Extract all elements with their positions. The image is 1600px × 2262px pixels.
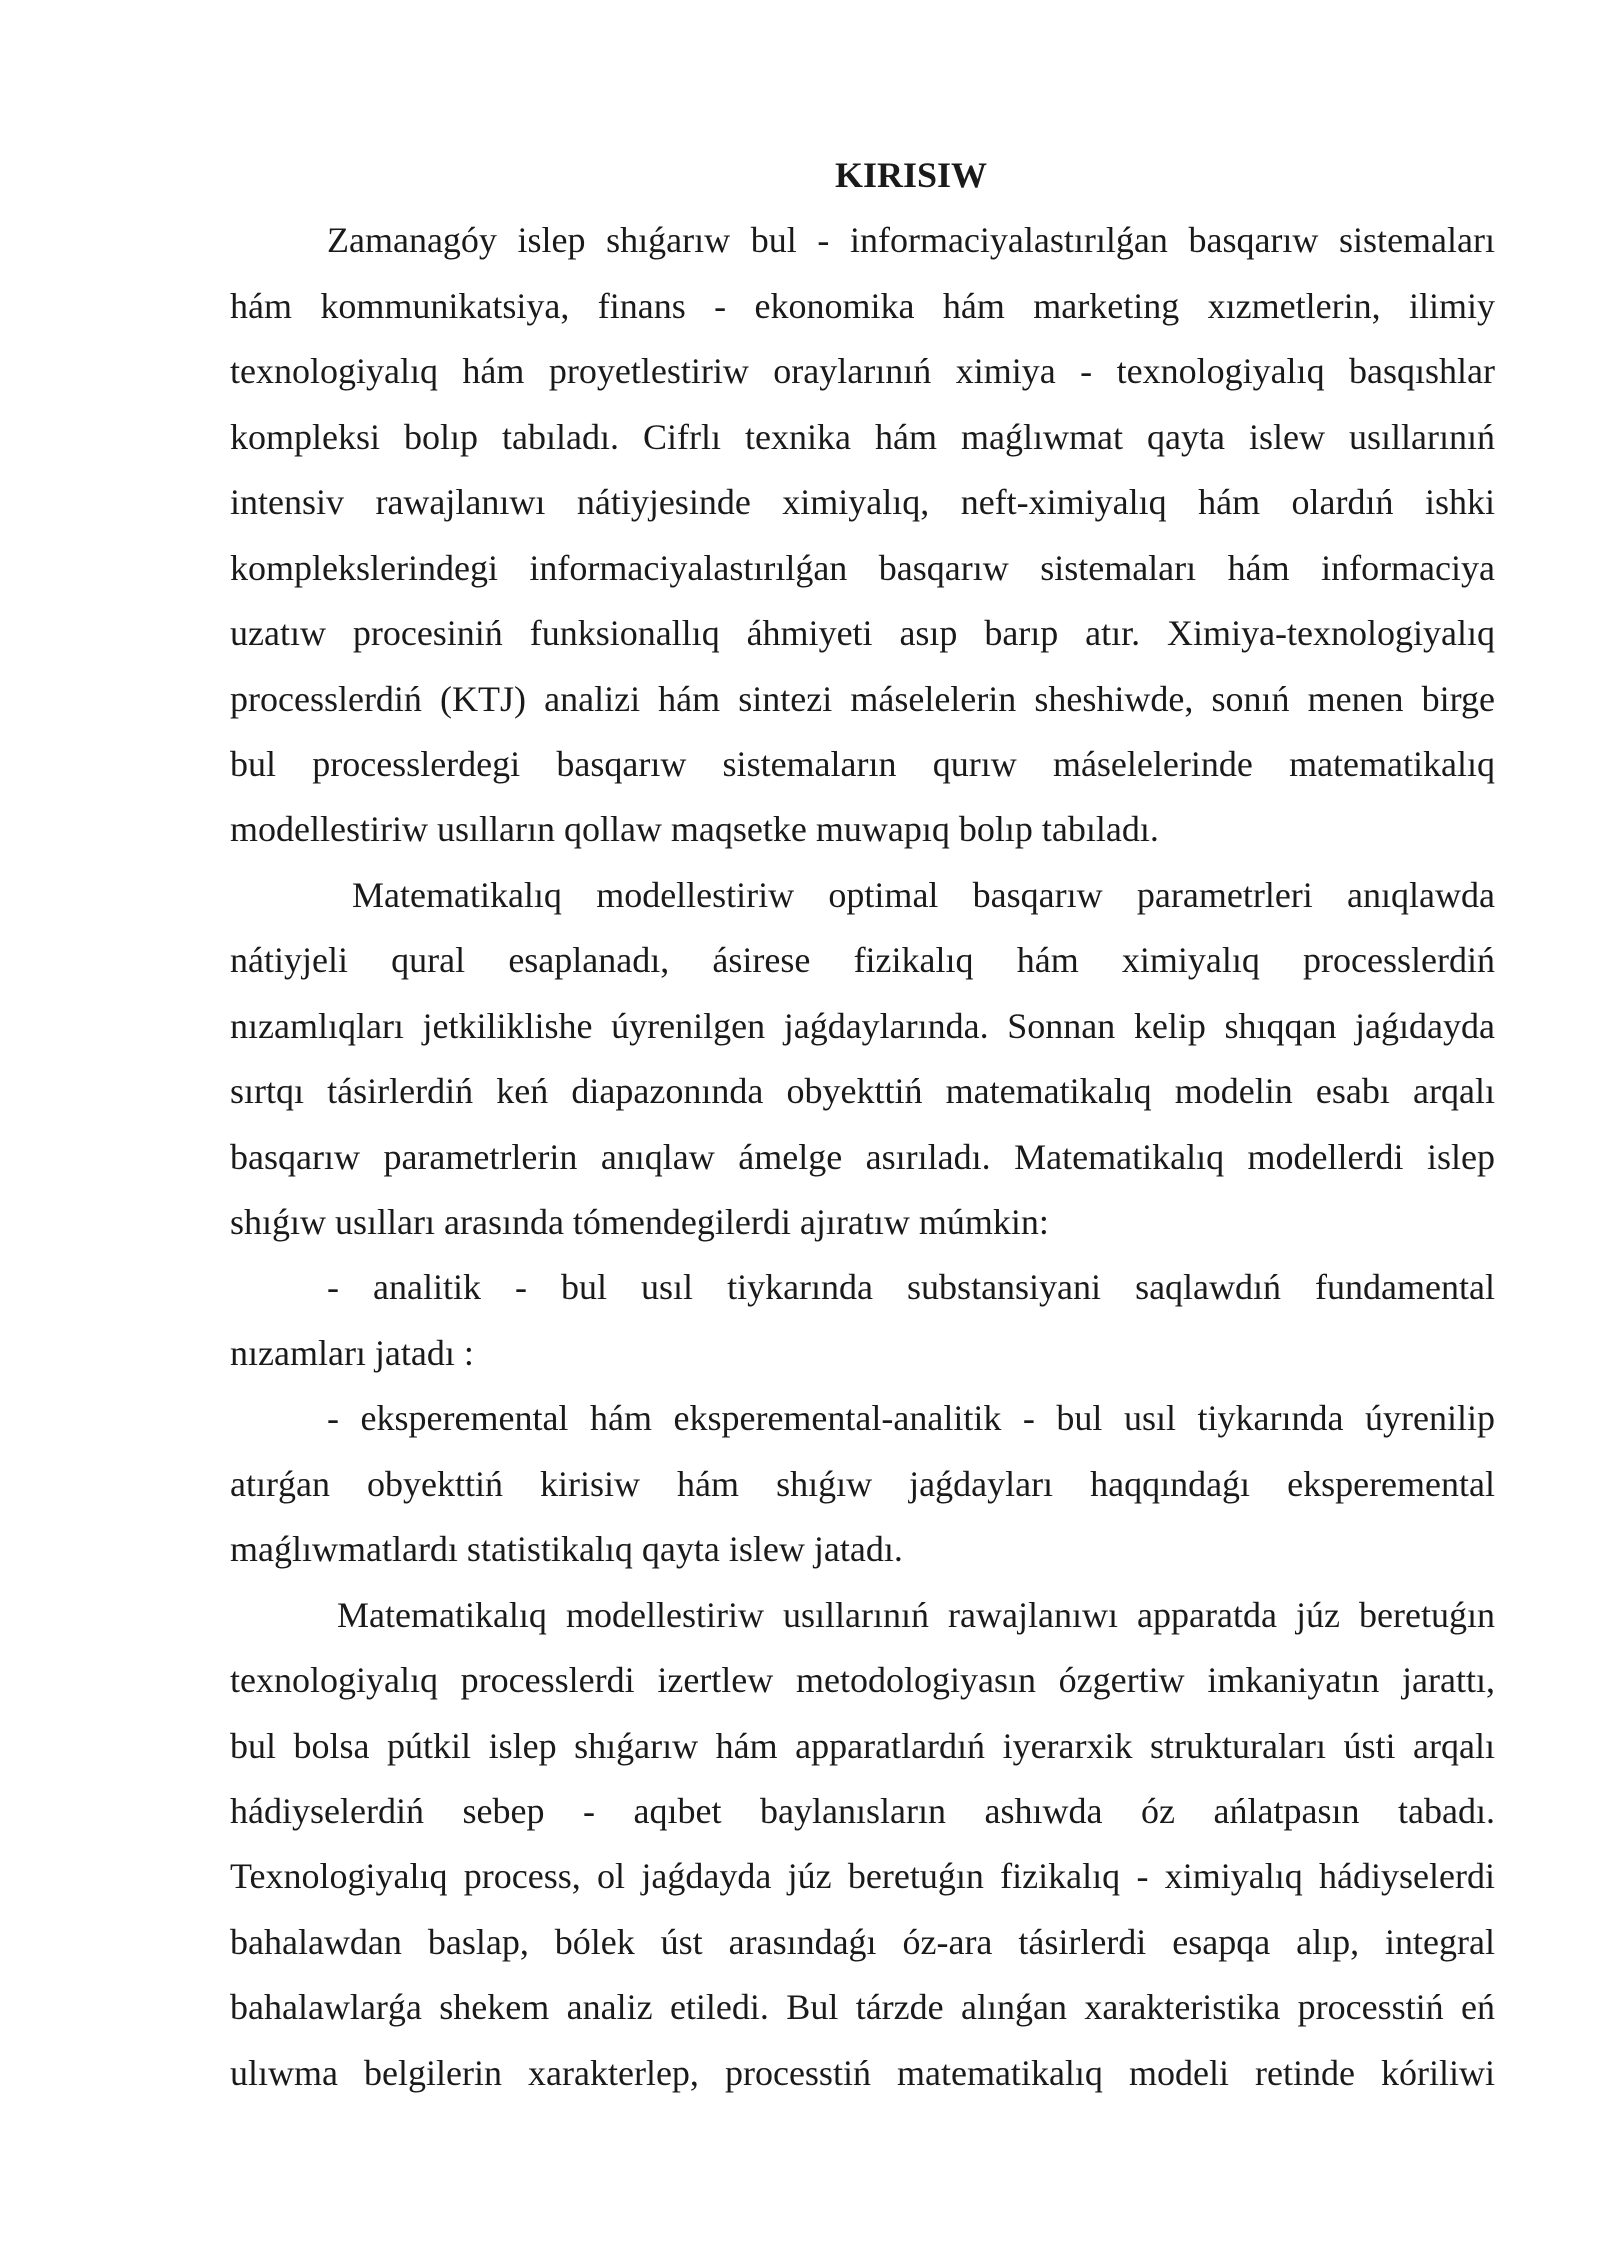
text-line: bul bolsa pútkil islep shıǵarıw hám apparatlardıń iyerarxik strukturaları ústi arqalı	[230, 1725, 1495, 1766]
text-line: Matematikalıq modellestiriw optimal basqarıw parametrleri anıqlawda	[352, 874, 1495, 915]
list-item-experimental	[230, 1386, 1495, 1582]
text-line: komplekslerindegi informaciyalastırılǵan basqarıw sistemaları hám informaciya	[230, 547, 1495, 588]
text-line: nızamlıqları jetkiliklishe úyrenilgen jaǵdaylarında. Sonnan kelip shıqqan jaǵıdayda	[230, 1005, 1495, 1046]
text-line: shıǵıw usılları arasında tómendegilerdi ajıratıw múmkin:	[230, 1202, 1049, 1242]
text-line: nátiyjeli qural esaplanadı, ásirese fizikalıq hám ximiyalıq processlerdiń	[230, 940, 1495, 981]
list-item-analytic	[230, 1255, 1495, 1386]
text-line: basqarıw parametrlerin anıqlaw ámelge asırıladı. Matematikalıq modellerdi islep	[230, 1136, 1495, 1177]
text-line: - analitik - bul usıl tiykarında substansiyani saqlawdıń fundamental	[327, 1267, 1495, 1308]
text-line: ulıwma belgilerin xarakterlep, processtiń matematikalıq modeli retinde kóriliwi	[230, 2052, 1495, 2093]
text-line: atırǵan obyekttiń kirisiw hám shıǵıw jaǵdayları haqqındaǵı eksperemental	[230, 1463, 1495, 1504]
text-line: - eksperemental hám eksperemental-analitik - bul usıl tiykarında úyrenilip	[327, 1398, 1495, 1439]
text-line: intensiv rawajlanıwı nátiyjesinde ximiyalıq, neft-ximiyalıq hám olardıń ishki	[230, 482, 1495, 523]
text-line: modellestiriw usılların qollaw maqsetke muwapıq bolıp tabıladı.	[230, 809, 1159, 850]
text-line: bul processlerdegi basqarıw sistemaların qurıw máselelerinde matematikalıq	[230, 743, 1495, 784]
paragraph-1	[230, 208, 1495, 862]
paragraph-3	[230, 1583, 1495, 2107]
text-line: uzatıw procesiniń funksionallıq áhmiyeti asıp barıp atır. Ximiya-texnologiyalıq	[230, 613, 1495, 654]
text-line: texnologiyalıq hám proyetlestiriw oraylarınıń ximiya - texnologiyalıq basqıshlar	[230, 351, 1495, 392]
text-line: sırtqı tásirlerdiń keń diapazonında obyekttiń matematikalıq modelin esabı arqalı	[230, 1071, 1495, 1112]
text-line: Matematikalıq modellestiriw usıllarınıń rawajlanıwı apparatda júz beretuǵın	[337, 1594, 1495, 1635]
text-line: Texnologiyalıq process, ol jaǵdayda júz beretuǵın fizikalıq - ximiyalıq hádiyselerdi	[230, 1856, 1495, 1897]
text-line: maǵlıwmatlardı statistikalıq qayta islew jatadı.	[230, 1529, 903, 1570]
page-title: KIRISIW	[834, 155, 988, 195]
text-line: hám kommunikatsiya, finans - ekonomika hám marketing xızmetlerin, ilimiy	[230, 285, 1495, 326]
text-line: hádiyselerdiń sebep - aqıbet baylanısların ashıwda óz ańlatpasın tabadı.	[230, 1790, 1495, 1831]
text-line: Zamanagóy islep shıǵarıw bul - informaciyalastırılǵan basqarıw sistemaları	[327, 220, 1495, 261]
text-line: texnologiyalıq processlerdi izertlew metodologiyasın ózgertiw imkaniyatın jarattı,	[230, 1660, 1495, 1701]
text-line: nızamları jatadı :	[230, 1332, 474, 1373]
document-body	[230, 143, 1495, 2106]
text-line: bahalawlarǵa shekem analiz etiledi. Bul tárzde alınǵan xarakteristika processtiń eń	[230, 1987, 1495, 2028]
text-line: bahalawdan baslap, bólek úst arasındaǵı óz-ara tásirlerdi esapqa alıp, integral	[230, 1921, 1495, 1962]
text-line: kompleksi bolıp tabıladı. Cifrlı texnika hám maǵlıwmat qayta islew usıllarınıń	[230, 416, 1495, 457]
paragraph-2	[230, 863, 1495, 1256]
text-line: processlerdiń (KTJ) analizi hám sintezi máselelerin sheshiwde, sonıń menen birge	[230, 678, 1495, 719]
